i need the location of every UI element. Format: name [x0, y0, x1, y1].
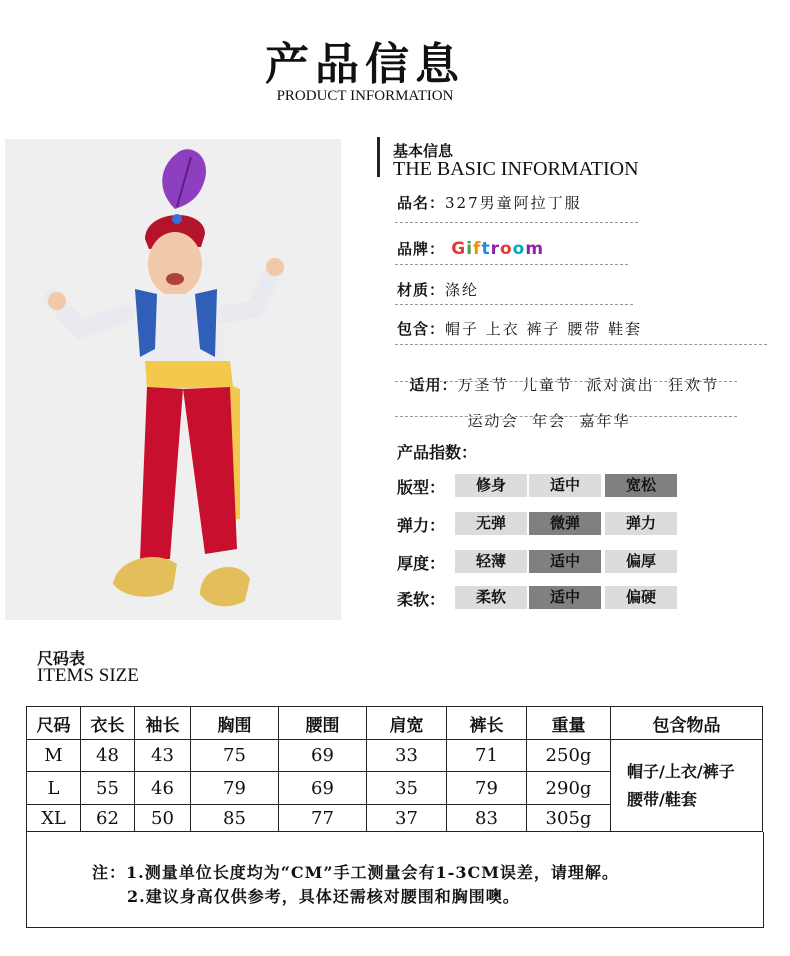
index-option-selected: 适中 — [529, 586, 601, 609]
length-cell: 55 — [81, 772, 135, 805]
size-cell: L — [27, 772, 81, 805]
pants-length-cell: 79 — [447, 772, 527, 805]
header-cell: 胸围 — [191, 707, 279, 740]
waist-cell: 69 — [279, 772, 367, 805]
basic-info-subtitle: THE BASIC INFORMATION — [393, 158, 639, 180]
index-option: 无弹 — [455, 512, 527, 535]
note-line-1: 注：1.测量单位长度均为“CM”手工测量会有1-3CM误差，请理解。 — [92, 863, 619, 882]
header-cell: 肩宽 — [367, 707, 447, 740]
divider — [395, 381, 737, 382]
header-cell: 裤长 — [447, 707, 527, 740]
included-items-cell — [611, 740, 763, 832]
usage-label: 适用： — [409, 376, 458, 394]
waist-cell: 77 — [279, 805, 367, 832]
product-name-value: 327男童阿拉丁服 — [445, 194, 582, 212]
divider — [395, 344, 767, 345]
includes-row — [397, 318, 642, 339]
weight-cell: 290g — [527, 772, 611, 805]
included-items-line2: 腰带/鞋套 — [627, 789, 697, 809]
material-row — [397, 279, 479, 300]
index-option: 轻薄 — [455, 550, 527, 573]
index-option: 弹力 — [605, 512, 677, 535]
index-row-label: 柔软： — [397, 590, 446, 609]
pants-length-cell: 71 — [447, 740, 527, 772]
page-title: 产品信息 — [265, 39, 465, 90]
sleeve-cell: 46 — [135, 772, 191, 805]
index-row-label: 厚度： — [397, 554, 446, 573]
weight-cell: 305g — [527, 805, 611, 832]
weight-cell: 250g — [527, 740, 611, 772]
header-cell: 衣长 — [81, 707, 135, 740]
size-cell: XL — [27, 805, 81, 832]
index-option: 偏硬 — [605, 586, 677, 609]
header-cell: 腰围 — [279, 707, 367, 740]
brand-label: 品牌： — [397, 240, 446, 258]
table-row — [27, 740, 763, 772]
includes-value: 帽子 上衣 裤子 腰带 鞋套 — [445, 320, 643, 338]
index-option: 修身 — [455, 474, 527, 497]
includes-label: 包含： — [397, 320, 446, 338]
sleeve-cell: 43 — [135, 740, 191, 772]
divider — [395, 416, 737, 417]
note-line-2: 2.建议身高仅供参考，具体还需核对腰围和胸围噢。 — [127, 887, 520, 906]
brand-row — [397, 238, 544, 259]
index-option-selected: 宽松 — [605, 474, 677, 497]
shoulder-cell: 33 — [367, 740, 447, 772]
usage-value-line1: 万圣节 儿童节 派对演出 狂欢节 — [457, 376, 720, 394]
chest-cell: 75 — [191, 740, 279, 772]
size-title: 尺码表 — [37, 649, 86, 668]
chest-cell: 85 — [191, 805, 279, 832]
product-photo — [5, 139, 341, 620]
material-value: 涤纶 — [445, 281, 480, 299]
size-cell: M — [27, 740, 81, 772]
usage-row-2 — [455, 392, 631, 431]
shoulder-cell: 35 — [367, 772, 447, 805]
page-subtitle: PRODUCT INFORMATION — [276, 88, 454, 104]
header-cell: 重量 — [527, 707, 611, 740]
product-name-label: 品名： — [397, 194, 446, 212]
waist-cell: 69 — [279, 740, 367, 772]
index-option-selected: 微弹 — [529, 512, 601, 535]
size-table-header — [27, 707, 763, 740]
pants-length-cell: 83 — [447, 805, 527, 832]
usage-row — [397, 356, 719, 395]
section-marker — [377, 137, 380, 177]
index-row-label: 弹力： — [397, 516, 446, 535]
sleeve-cell: 50 — [135, 805, 191, 832]
product-name-row — [397, 192, 582, 213]
size-table — [26, 706, 763, 832]
aladdin-costume-illustration — [5, 139, 341, 620]
brand-logo: Giftroom — [451, 239, 545, 259]
index-option: 偏厚 — [605, 550, 677, 573]
index-option: 柔软 — [455, 586, 527, 609]
material-label: 材质： — [397, 281, 446, 299]
index-title: 产品指数： — [397, 443, 478, 462]
size-subtitle: ITEMS SIZE — [37, 665, 139, 686]
shoulder-cell: 37 — [367, 805, 447, 832]
index-option: 适中 — [529, 474, 601, 497]
index-row-label: 版型： — [397, 478, 446, 497]
basic-info-title: 基本信息 — [393, 142, 454, 160]
header-cell: 包含物品 — [611, 707, 763, 740]
index-option-selected: 适中 — [529, 550, 601, 573]
header-cell: 袖长 — [135, 707, 191, 740]
included-items-line1: 帽子/上衣/裤子 — [627, 761, 735, 781]
divider — [395, 222, 638, 223]
divider — [395, 304, 633, 305]
header-cell: 尺码 — [27, 707, 81, 740]
divider — [395, 264, 628, 265]
length-cell: 62 — [81, 805, 135, 832]
usage-value-line2: 运动会 年会 嘉年华 — [467, 412, 631, 430]
chest-cell: 79 — [191, 772, 279, 805]
length-cell: 48 — [81, 740, 135, 772]
